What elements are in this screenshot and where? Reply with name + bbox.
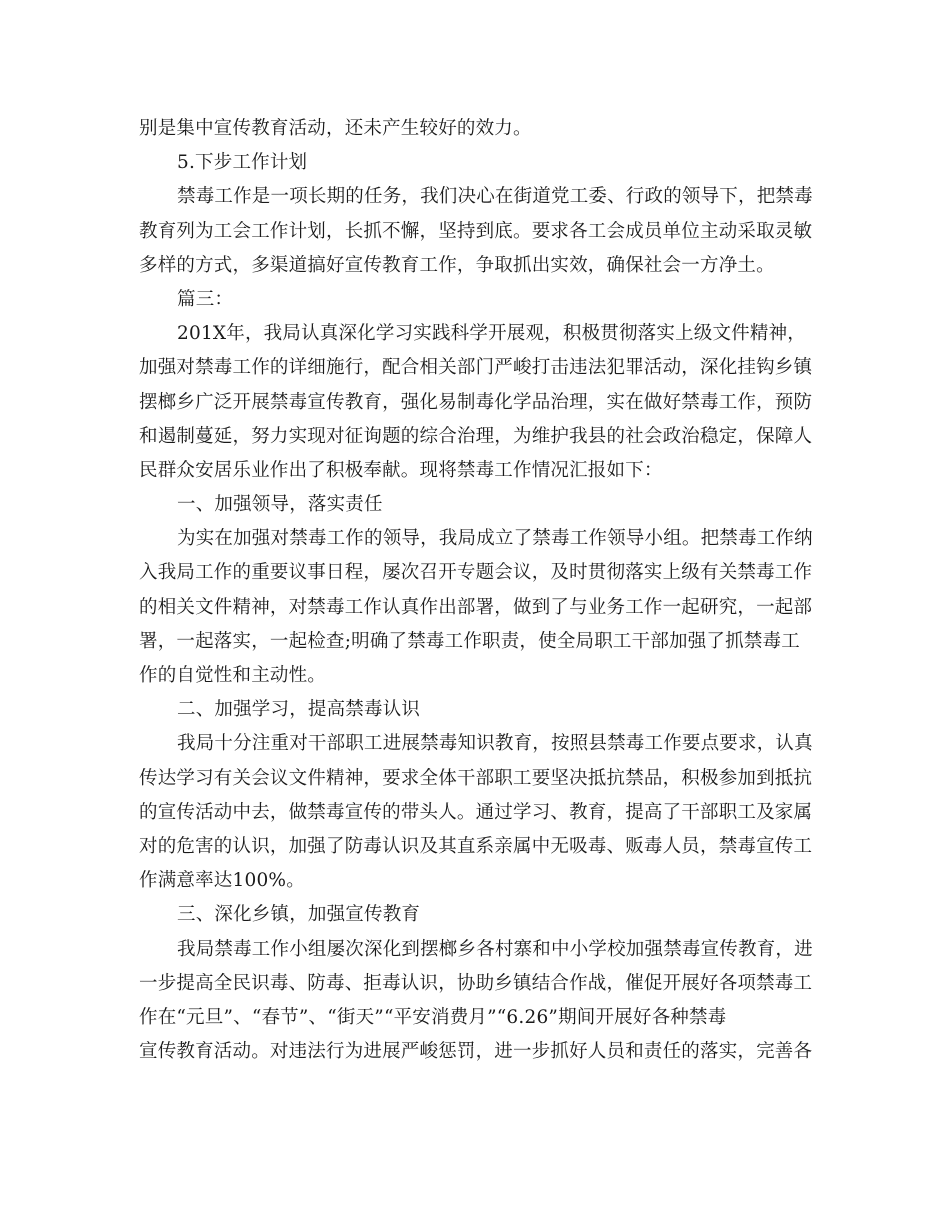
text-line: 摆榔乡广泛开展禁毒宣传教育，强化易制毒化学品治理，实在做好禁毒工作，预防 xyxy=(139,391,813,413)
text-line: 教育列为工会工作计划，长抓不懈，坚持到底。要求各工会成员单位主动采取灵敏 xyxy=(139,220,813,242)
text-line: 作的自觉性和主动性。 xyxy=(139,665,327,686)
text-line: 传达学习有关会议文件精神，要求全体干部职工要坚决抵抗禁品，积极参加到抵抗 xyxy=(139,767,813,789)
text-line: 的相关文件精神，对禁毒工作认真作出部署，做到了与业务工作一起研究，一起部 xyxy=(139,596,813,618)
text-line: 署，一起落实，一起检查;明确了禁毒工作职责，使全局职工干部加强了抓禁毒工 xyxy=(139,630,800,652)
text-line: 作满意率达100%。 xyxy=(139,870,305,892)
section-heading: 二、加强学习，提高禁毒认识 xyxy=(177,699,421,721)
document-body xyxy=(139,112,814,1069)
text-line: 别是集中宣传教育活动，还未产生较好的效力。 xyxy=(139,118,532,139)
text-line: 201X年，我局认真深化学习实践科学开展观，积极贯彻落实上级文件精神， xyxy=(177,323,806,345)
text-line: 多样的方式，多渠道搞好宣传教育工作，争取抓出实效，确保社会一方净土。 xyxy=(139,254,775,276)
text-line: 我局十分注重对干部职工进展禁毒知识教育，按照县禁毒工作要点要求，认真 xyxy=(177,733,813,755)
text-line: 入我局工作的重要议事日程，屡次召开专题会议，及时贯彻落实上级有关禁毒工作 xyxy=(139,562,813,584)
section-heading: 一、加强领导，落实责任 xyxy=(177,494,383,516)
text-line: 一步提高全民识毒、防毒、拒毒认识，协助乡镇结合作战，催促开展好各项禁毒工 xyxy=(139,972,813,994)
text-line: 作在“元旦”、“春节”、“街天”“平安消费月”“6.26”期间开展好各种禁毒 xyxy=(139,1006,727,1028)
text-line: 加强对禁毒工作的详细施行，配合相关部门严峻打击违法犯罪活动，深化挂钩乡镇 xyxy=(139,357,813,379)
text-line: 民群众安居乐业作出了积极奉献。现将禁毒工作情况汇报如下： xyxy=(139,459,663,481)
section-heading: 三、深化乡镇，加强宣传教育 xyxy=(177,904,421,926)
text-line: 为实在加强对禁毒工作的领导，我局成立了禁毒工作领导小组。把禁毒工作纳 xyxy=(177,528,813,550)
text-line: 对的危害的认识，加强了防毒认识及其直系亲属中无吸毒、贩毒人员，禁毒宣传工 xyxy=(139,835,813,857)
section-heading: 5.下步工作计划 xyxy=(177,152,308,174)
text-line: 和遏制蔓延，努力实现对征询题的综合治理，为维护我县的社会政治稳定，保障人 xyxy=(139,425,813,447)
text-line: 禁毒工作是一项长期的任务，我们决心在街道党工委、行政的领导下，把禁毒 xyxy=(177,186,813,208)
text-line: 我局禁毒工作小组屡次深化到摆榔乡各村寨和中小学校加强禁毒宣传教育，进 xyxy=(177,938,813,960)
text-line: 宣传教育活动。对违法行为进展严峻惩罚，进一步抓好人员和责任的落实，完善各 xyxy=(139,1041,813,1063)
section-heading: 篇三： xyxy=(177,288,234,310)
text-line: 的宣传活动中去，做禁毒宣传的带头人。通过学习、教育，提高了干部职工及家属 xyxy=(139,801,813,823)
